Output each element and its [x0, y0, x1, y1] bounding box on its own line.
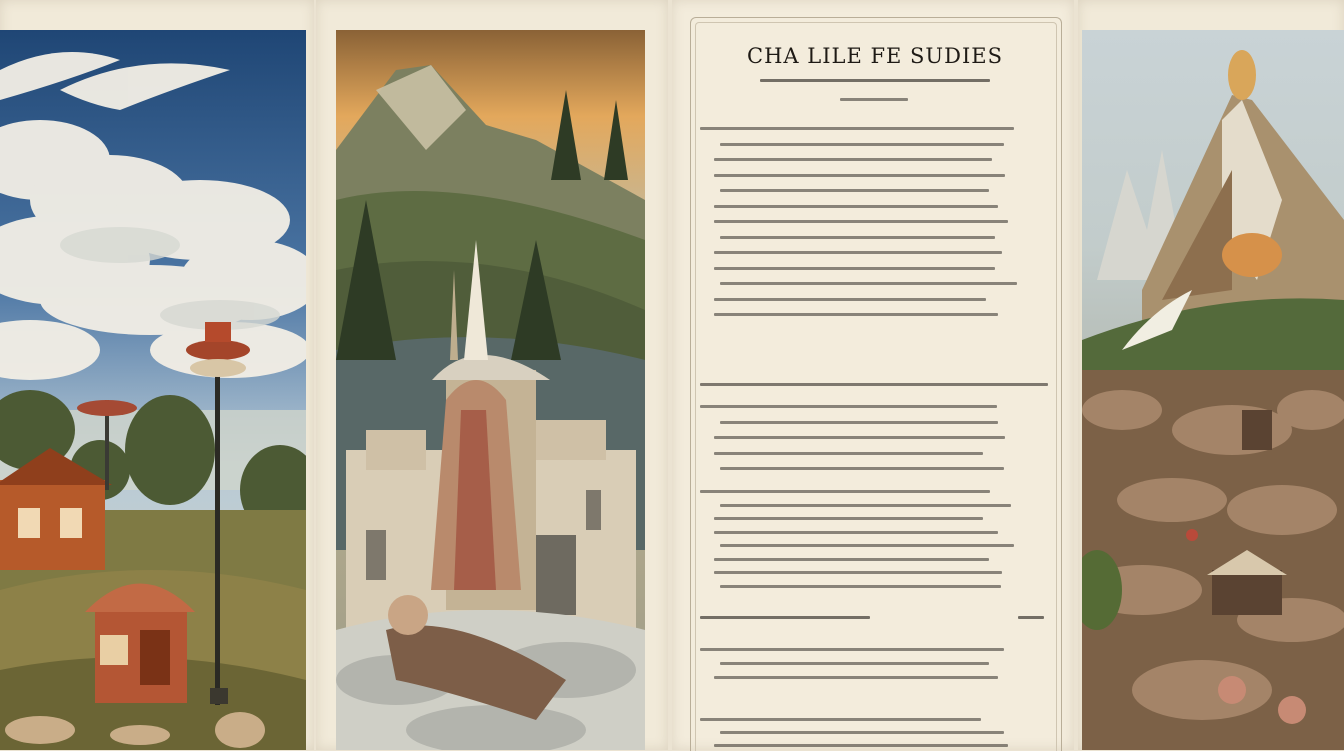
text-line — [700, 405, 997, 408]
text-line — [700, 490, 990, 493]
text-line — [714, 158, 992, 161]
text-line — [714, 676, 998, 679]
text-line — [714, 452, 983, 455]
text-line — [714, 531, 998, 534]
text-line — [714, 313, 998, 316]
text-line — [700, 648, 1004, 651]
text-line — [714, 174, 1005, 177]
text-line — [720, 143, 1004, 146]
text-line — [720, 544, 1014, 547]
mountain-village-illustration — [1082, 30, 1344, 750]
text-line — [714, 220, 1008, 223]
text-line — [714, 571, 1002, 574]
text-line — [714, 205, 998, 208]
document-title: CHA LILE FE SUDIES — [747, 44, 1003, 68]
text-line — [720, 236, 995, 239]
text-line — [720, 585, 1001, 588]
text-line — [700, 616, 870, 619]
text-line — [720, 467, 1004, 470]
text-line — [714, 436, 1005, 439]
text-line — [840, 98, 908, 101]
text-line — [720, 421, 998, 424]
text-line — [700, 127, 1014, 130]
text-line — [720, 282, 1017, 285]
text-line — [714, 558, 989, 561]
text-line — [714, 744, 1008, 747]
text-line — [1018, 616, 1044, 619]
text-line — [720, 189, 989, 192]
text-line — [720, 504, 1011, 507]
text-line — [714, 267, 995, 270]
text-line — [720, 731, 1004, 734]
text-line — [760, 79, 990, 82]
text-line — [714, 517, 983, 520]
text-line — [700, 383, 1048, 386]
text-line — [720, 662, 989, 665]
text-line — [714, 298, 986, 301]
text-line — [700, 718, 981, 721]
text-line — [714, 251, 1002, 254]
